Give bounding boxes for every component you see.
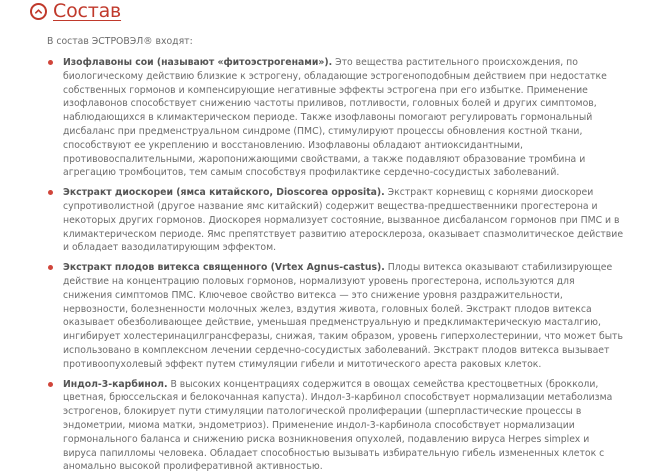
item-text: Плоды витекса оказывают стабилизирующее действие на концентрацию половых гормонов, нормализуют уровень прогестерона, используются для снижения симптомов ПМС. Ключевое свойство витекса — это снижение уровня раздражительности, нервозности, болезненности молочных желез, вздутия живота, головных болей. Экстракт плодов витекса оказывает обезболивающее действие, уменьшая предменструальную и предклимактерическую масталгию, ингибирует холестеринацилгрансферазы, снижая, таким образом, уровень гиперхолестеринии, что может быть использовано в комплексном лечении сердечно-сосудистых заболеваний. Экстракт плодов витекса вызывает противоопухолевый эффект путем стимуляции гибели и митотического ареста раковых клеток. (63, 262, 623, 370)
bullet-dot-icon (48, 382, 53, 387)
list-item (47, 56, 625, 180)
intro-text: В состав ЭСТРОВЭЛ® входят: (47, 36, 193, 47)
item-text: В высоких концентрациях содержится в овощах семейства крестоцветных (брокколи, цветная, брюссельская и белокочанная капуста). Индол-3-карбинол способствует нормализации метаболизма эстрогенов, блокирует пути стимуляции патологической пролиферации (шперпластические процессы в эндометрии, миома матки, эндометриоз). Применение индол-3-карбинола способствует нормализации гормонального баланса и снижению риска возникновения опухолей, подавлению вируса Herpes simplex и вируса папилломы человека. Обладает способностью вызывать избирательную гибель измененных клеток с аномально высокой пролиферативной активностью. (63, 378, 613, 473)
bullet-dot-icon (48, 265, 53, 270)
section-header[interactable] (30, 0, 121, 25)
list-item (47, 378, 625, 474)
item-text: Экстракт корневищ с корнями диоскореи супротиволистной (другое название ямс китайский) содержит вещества-предшественники прогестерона и некоторых других гормонов. Диоскорея нормализует состояние, вызванное дисбалансом гормонов при ПМС и в климактерическом периоде. Ямс препятствует развитию атеросклероза, оказывает спазмолитическое действие и обладает вазодилатирующим эффектом. (63, 187, 624, 254)
item-name: Индол-3-карбинол. (63, 378, 168, 390)
chevron-up-circle-icon[interactable] (30, 3, 47, 20)
section-title[interactable]: Состав (53, 0, 122, 22)
bullet-dot-icon (48, 60, 53, 65)
item-name: Экстракт плодов витекса священного (Vrtex Agnus-castus). (63, 262, 385, 274)
item-text: Это вещества растительного происхождения, по биологическому действию близкие к эстрогену, обладающие эстрогеноподобным действием при недостатке собственных гормонов и компенсирующие негативные эффекты эстрогена при его избытке. Применение изофлавонов способствует снижению частоты приливов, потливости, головных болей и других симптомов, наблюдающихся в климактерическом периоде. Также изофлавоны помогают регулировать гормональный дисбаланс при предменструальном синдроме (ПМС), стимулируют процессы обновления костной ткани, способствуют ее укреплению и восстановлению. Изофлавоны обладают антиоксидантными, противовоспалительными, жаропонижающими свойствами, а также подавляют образование тромбина и агрегацию тромбоцитов, тем самым способствуя профилактике сердечно-сосудистых заболеваний. (63, 57, 607, 179)
bullet-dot-icon (48, 190, 53, 195)
item-name: Экстракт диоскореи (ямса китайского, Dioscorea opposita). (63, 187, 385, 199)
ingredients-list (47, 56, 625, 474)
item-name: Изофлавоны сои (называют «фитоэстрогенами»). (63, 57, 333, 68)
list-item (47, 186, 625, 255)
list-item (47, 261, 625, 371)
